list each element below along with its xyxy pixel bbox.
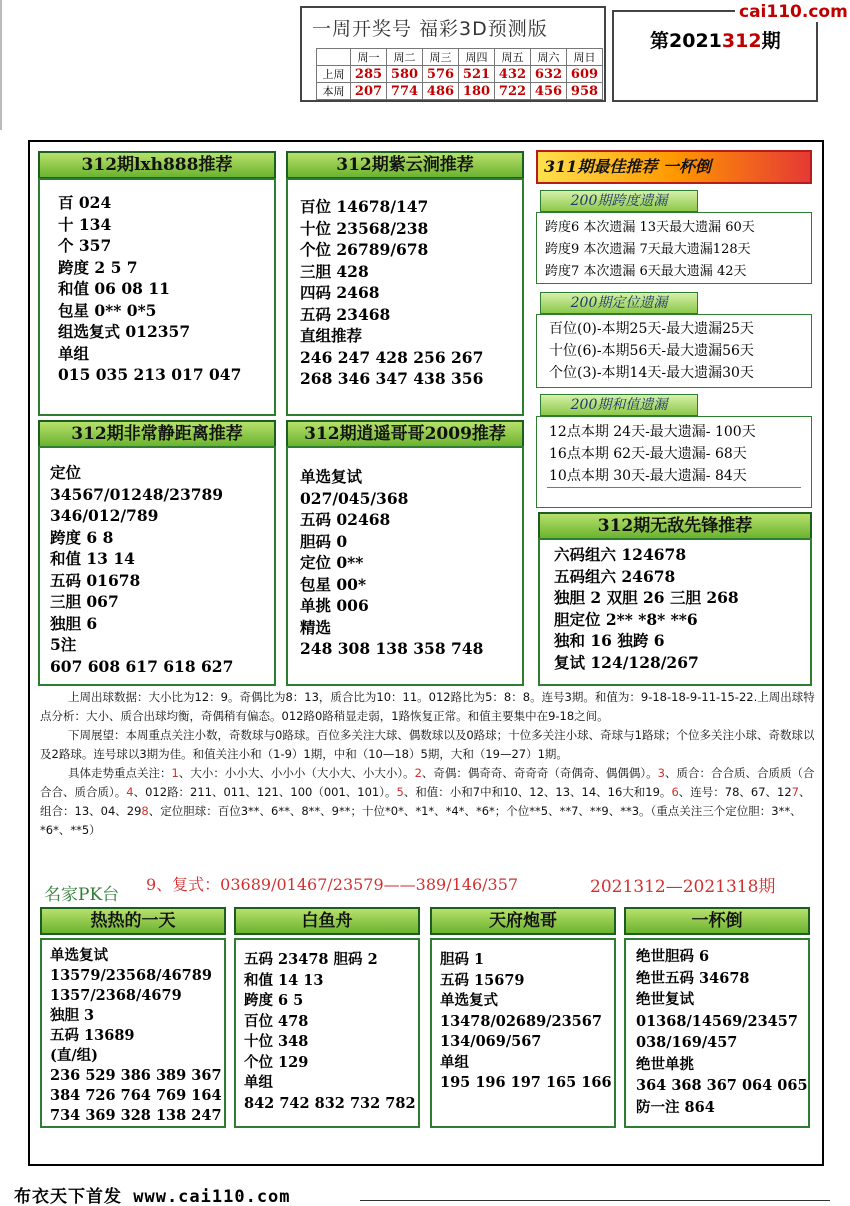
span-omission-panel xyxy=(536,212,812,284)
pk-card: 胆码 1 五码 15679 单选复式 13478/02689/23567 134/069/567 单组 195 196 197 165 166 xyxy=(430,938,616,1128)
result-cell: 432 xyxy=(495,66,531,83)
span-omission-title: 200期跨度遗漏 xyxy=(540,190,698,212)
panel-lxh-body: 百 024 十 134 个 357 跨度 2 5 7 和值 06 08 11 包星 0** 0*5 组选复式 012357 单组 015 035 213 017 047 xyxy=(58,193,242,384)
result-cell: 456 xyxy=(531,83,567,100)
list-item: 十位(6)-本期56天-最大遗漏56天 xyxy=(549,343,754,359)
panel-wd xyxy=(538,538,812,686)
pk-title: 名家PK台 xyxy=(44,885,120,905)
day-header: 周三 xyxy=(423,49,459,66)
this-week-label: 本周 xyxy=(317,83,351,100)
panel-title-xyg: 312期逍遥哥哥2009推荐 xyxy=(286,420,524,448)
result-cell: 722 xyxy=(495,83,531,100)
pk-card: 单选复试 13579/23568/46789 1357/2368/4679 独胆 3 五码 13689 (直/组) 236 529 386 389 367 384 726 764 769 164 734 369 328 138 247 xyxy=(40,938,226,1128)
list-item: 跨度7 本次遗漏 6天最大遗漏 42天 xyxy=(545,264,747,279)
footer-text: 布衣天下首发 www.cai110.com xyxy=(14,1187,291,1206)
footer-divider xyxy=(360,1200,830,1201)
analysis-paragraph: 上周出球数据：大小比为12：9。奇偶比为8：13，质合比为10：11。012路比为5：8：8。连号3期。和值为：9-18-18-9-11-15-22.上周出球特点分析：大小、质合出球均衡，奇偶稍有偏态。012路0路稍显走弱，1路恢复正常。和值主要集中在9-18之间。 xyxy=(40,690,815,723)
panel-title-zyj: 312期紫云涧推荐 xyxy=(286,151,524,179)
sum-omission-title: 200期和值遗漏 xyxy=(540,394,698,416)
result-cell: 180 xyxy=(459,83,495,100)
analysis-paragraph: 具体走势重点关注：1、大小：小小大、小小小（大小大、小大小）。2、奇偶：偶奇奇、奇奇奇（奇偶奇、偶偶偶）。3、质合：合合质、合质质（合合合、质合质）。4、012路：211、011、121、100（001、101）。5、和值：小和7中和10、12、13、14、16大和19。6、连号：78、67、127、组合：13、04、298、定位胆球：百位3**、6**、8**、9**；十位*0*、*1*、*4*、*6*；个位**5、**7、**9、**3。（重点关注三个定位胆：3**、*6*、**5） xyxy=(40,766,815,837)
weekly-title: 一周开奖号 福彩3D预测版 xyxy=(312,18,548,40)
issue-box xyxy=(612,10,818,102)
day-header: 周四 xyxy=(459,49,495,66)
position-omission-panel xyxy=(536,314,812,388)
list-item: 16点本期 62天-最大遗漏- 68天 xyxy=(549,446,747,462)
pk-issue-range: 2021312—2021318期 xyxy=(590,877,776,897)
weekly-results-box xyxy=(300,6,606,102)
result-cell: 958 xyxy=(567,83,603,100)
pk-compound-line: 9、复式：03689/01467/23579——389/146/357 xyxy=(146,875,519,894)
last-week-label: 上周 xyxy=(317,66,351,83)
edge-shadow xyxy=(0,0,2,130)
pk-card-title: 一杯倒 xyxy=(624,907,810,935)
result-cell: 774 xyxy=(387,83,423,100)
list-item: 个位(3)-本期14天-最大遗漏30天 xyxy=(549,365,754,381)
analysis-text xyxy=(40,688,816,840)
pk-card-title: 热热的一天 xyxy=(40,907,226,935)
pk-card-title: 白鱼舟 xyxy=(234,907,420,935)
weekly-results-table xyxy=(316,48,603,100)
day-header: 周六 xyxy=(531,49,567,66)
list-item: 百位(0)-本期25天-最大遗漏25天 xyxy=(549,321,754,337)
day-header: 周一 xyxy=(351,49,387,66)
best-recommend-title: 311期最佳推荐 一杯倒 xyxy=(536,150,812,184)
list-item: 跨度9 本次遗漏 7天最大遗漏128天 xyxy=(545,242,751,257)
pk-card-title: 天府炮哥 xyxy=(430,907,616,935)
day-header: 周二 xyxy=(387,49,423,66)
panel-title-lxh: 312期lxh888推荐 xyxy=(38,151,276,179)
panel-fcj xyxy=(38,446,276,686)
result-cell: 632 xyxy=(531,66,567,83)
pk-card: 绝世胆码 6 绝世五码 34678 绝世复试 01368/14569/23457 038/169/457 绝世单挑 364 368 367 064 065 防一注 864 xyxy=(624,938,810,1128)
day-header: 周日 xyxy=(567,49,603,66)
divider xyxy=(547,487,801,488)
result-cell: 486 xyxy=(423,83,459,100)
result-cell: 609 xyxy=(567,66,603,83)
panel-zyj-body: 百位 14678/147 十位 23568/238 个位 26789/678 三胆 428 四码 2468 五码 23468 直组推荐 246 247 428 256 267 268 346 347 438 356 xyxy=(300,197,484,388)
panel-xyg xyxy=(286,446,524,686)
list-item: 12点本期 24天-最大遗漏- 100天 xyxy=(549,424,756,440)
pk-card: 五码 23478 胆码 2 和值 14 13 跨度 6 5 百位 478 十位 348 个位 129 单组 842 742 832 732 782 xyxy=(234,938,420,1128)
table-row xyxy=(317,66,603,83)
panel-fcj-body: 定位 34567/01248/23789 346/012/789 跨度 6 8 和值 13 14 五码 01678 三胆 067 独胆 6 5注 607 608 617 618 627 xyxy=(50,463,234,676)
panel-xyg-body: 单选复试 027/045/368 五码 02468 胆码 0 定位 0** 包星 00* 单挑 006 精选 248 308 138 358 748 xyxy=(300,467,484,658)
panel-wd-body: 六码组六 124678 五码组六 24678 独胆 2 双胆 26 三胆 268 胆定位 2** *8* **6 独和 16 独跨 6 复试 124/128/267 xyxy=(554,545,739,672)
position-omission-title: 200期定位遗漏 xyxy=(540,292,698,314)
result-cell: 580 xyxy=(387,66,423,83)
result-cell: 521 xyxy=(459,66,495,83)
result-cell: 207 xyxy=(351,83,387,100)
list-item: 10点本期 30天-最大遗漏- 84天 xyxy=(549,468,747,484)
sum-omission-panel xyxy=(536,416,812,508)
result-cell: 285 xyxy=(351,66,387,83)
panel-zyj xyxy=(286,178,524,416)
result-cell: 576 xyxy=(423,66,459,83)
site-logo[interactable]: cai110.com xyxy=(735,2,850,22)
analysis-paragraph: 下周展望：本周重点关注小数，奇数球与0路球。百位多关注大球、偶数球以及0路球；十位多关注小球、奇球与1路球；个位多关注小球、奇数球以及2路球。连号球以3期为佳。和值关注小和（1-9）1期，中和（10—18）5期，大和（19—27）1期。 xyxy=(40,728,815,761)
day-header: 周五 xyxy=(495,49,531,66)
panel-lxh xyxy=(38,178,276,416)
issue-title: 第2021312期 xyxy=(650,30,781,52)
table-row xyxy=(317,49,603,66)
list-item: 跨度6 本次遗漏 13天最大遗漏 60天 xyxy=(545,220,755,235)
panel-title-wd: 312期无敌先锋推荐 xyxy=(538,512,812,540)
panel-title-fcj: 312期非常静距离推荐 xyxy=(38,420,276,448)
table-row xyxy=(317,83,603,100)
